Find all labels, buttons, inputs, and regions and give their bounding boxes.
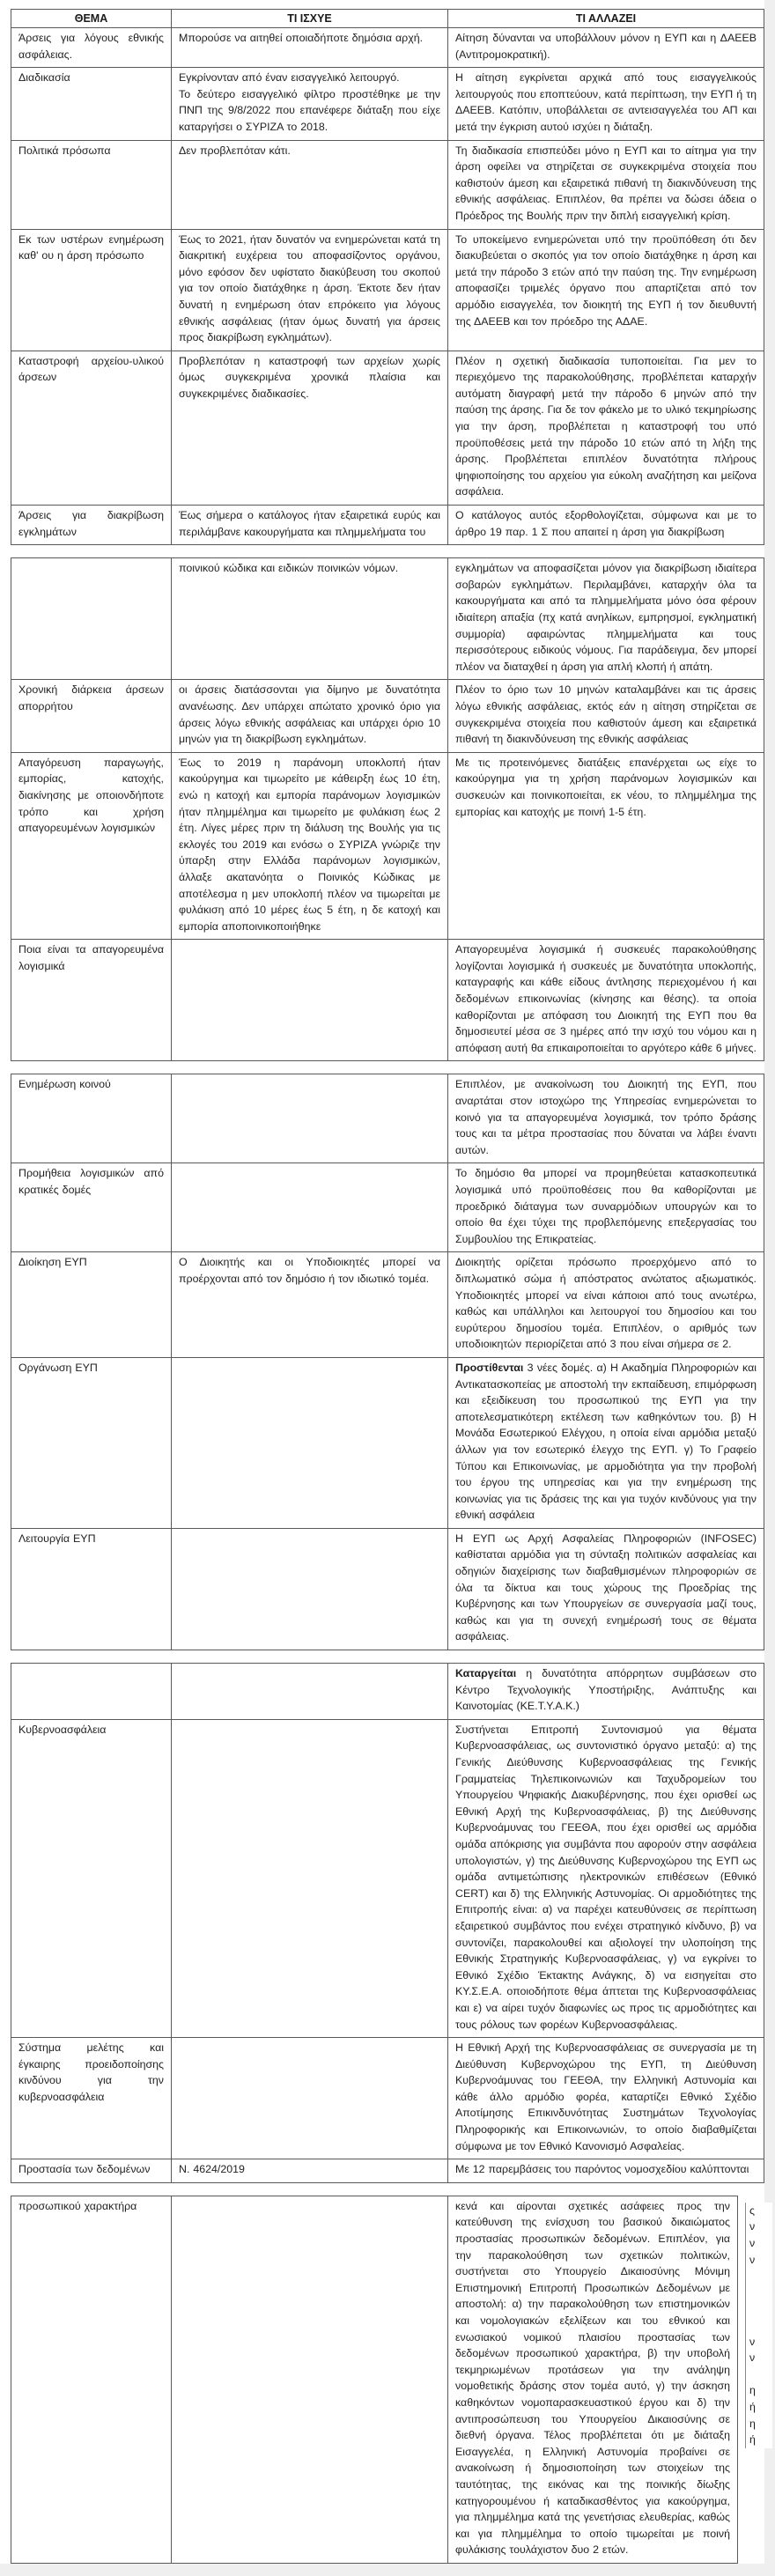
topic-cell: Απαγόρευση παραγωγής, εμπορίας, κατοχής, διακίνησης με οποιονδήποτε τρόπο και χρήση απαγορευμένων λογισμικών	[11, 752, 172, 940]
table-row	[11, 1252, 764, 1358]
after-cell: κενά και αίρονται σχετικές ασάφειες προς την κατεύθυνση της ενίσχυση του βασικού δικαιώματος προστασίας προσωπικών δεδομένων. Επιπλέον, για την παρακολούθηση των σχετικών πολιτικών, συστήνεται στο Υπουργείο Δικαιοσύνης Μόνιμη Επιστημονική Επιτροπή Προσωπικών Δεδομένων με αποστολή: α) την παρακολούθηση των επιστημονικών και νομολογιακών εξελίξεων και του εθνικού και ενωσιακού νομικού πλαισίου προστασίας των δεδομένων προσωπικού χαρακτήρα, β) την υποβολή τεκμηριωμένων προτάσεων για την ανάληψη νομοθετικής δράσης στον τομέα αυτό, γ) την άσκηση καθηκόντων νομοπαρασκευαστικού έργου και δ) την αντιπροσώπευση του Υπουργείου Δικαιοσύνης σε διεθνή όργανα. Τέλος προβλέπεται ότι με διάταξη Εισαγγελέα, η Ελληνική Αστυνομία προβαίνει σε ανακοίνωση ή δημοσιοποίηση των στοιχείων της ταυτότητας, της εικόνας και της ποινικής δίωξης κατηγορουμένου ή καταδικασθέντος για κακούργημα, για πλημμέλημα κατά της γενετήσιας ελευθερίας, καθώς και για πλημμέλημα το οποίο τιμωρείται με ποινή φυλάκισης τουλάχιστον δυο 2 ετών.	[448, 2196, 738, 2563]
cropped-text-sliver: ς ν ν ν ν ν η ή η ή	[745, 2203, 772, 2448]
table-row	[11, 68, 764, 140]
topic-cell: Καταστροφή αρχείου-υλικού άρσεων	[11, 351, 172, 505]
column-header-ti-allazei: ΤΙ ΑΛΛΑΖΕΙ	[448, 10, 764, 28]
table-row	[11, 506, 764, 545]
topic-cell: Διοίκηση ΕΥΠ	[11, 1252, 172, 1358]
after-cell: Επιπλέον, με ανακοίνωση του Διοικητή της ΕΥΠ, που αναρτάται στον ιστοχώρο της Υπηρεσίας ενημερώνεται το κοινό για τα απαγορευμένα λογισμικά, τον τρόπο δράσης τους και τα μέτρα προστασίας που δύναται να λάβει έναντι αυτών.	[448, 1074, 764, 1163]
topic-cell: Λειτουργία ΕΥΠ	[11, 1528, 172, 1650]
topic-cell: Εκ των υστέρων ενημέρωση καθ' ου η άρση πρόσωπο	[11, 229, 172, 351]
before-cell: Προβλεπόταν η καταστροφή των αρχείων χωρίς όμως συγκεκριμένα χρονικά πλαίσια και συγκεκριμένες διαδικασίες.	[172, 351, 448, 505]
table-row	[11, 1528, 764, 1650]
table-segment	[0, 1663, 764, 2183]
header-row	[11, 10, 764, 28]
table-segment	[0, 2196, 764, 2564]
after-cell: Με τις προτεινόμενες διατάξεις επανέρχεται ως είχε το κακούργημα για τη χρήση παράνομων λογισμικών και συσκευών και ποινικοποιείται, εκ νέου, το πλημμέλημα της εμπορίας και κατοχής με ποινή 1-5 έτη.	[448, 752, 764, 940]
after-cell: Η Εθνική Αρχή της Κυβερνοασφάλειας σε συνεργασία με τη Διεύθυνση Κυβερνοχώρου της ΕΥΠ, τη Διεύθυνση Κυβερνοάμυνας του ΓΕΕΘΑ, την Ελληνική Αστυνομία και κάθε άλλο αρμόδιο φορέα, καταρτίζει Εθνικό Σχέδιο Αποτίμησης Επικινδυνότητας Συστημάτων Τεχνολογίας Πληροφορικής και Επικοινωνιών, το οποίο διαβαθμίζεται σύμφωνα με τον Εθνικό Κανονισμό Ασφαλείας.	[448, 2038, 764, 2159]
topic-cell: Άρσεις για διακρίβωση εγκλημάτων	[11, 506, 172, 545]
table-row	[11, 940, 764, 1061]
before-cell: Εγκρίνονταν από έναν εισαγγελικό λειτουργό. Το δεύτερο εισαγγελικό φίλτρο προστέθηκε με την ΠΝΠ της 9/8/2022 που επανέφερε διάταξη που είχε καταργήσει ο ΣΥΡΙΖΑ το 2018.	[172, 68, 448, 140]
topic-cell: Σύστημα μελέτης και έγκαιρης προειδοποίησης κινδύνου για την κυβερνοασφάλεια	[11, 2038, 172, 2159]
topic-cell: Χρονική διάρκεια άρσεων απορρήτου	[11, 680, 172, 752]
after-cell: Το υποκείμενο ενημερώνεται υπό την προϋπόθεση ότι δεν διακυβεύεται ο σκοπός για τον οποίο διατάχθηκε η άρση και μετά την πάροδο 3 ετών από την παύση της. Την ενημέρωση αποφασίζει τριμελές όργανο που απαρτίζεται από τον αρμόδιο εισαγγελέα, τον διοικητή της ΕΥΠ ή τον διευθυντή της ΔΑΕΕΒ και τον πρόεδρο της ΑΔΑΕ.	[448, 229, 764, 351]
topic-cell: Προμήθεια λογισμικών από κρατικές δομές	[11, 1163, 172, 1252]
before-cell	[172, 1074, 448, 1163]
before-cell: Ο Διοικητής και οι Υποδιοικητές μπορεί να προέρχονται από τον δημόσιο ή τον ιδιωτικό τομέα.	[172, 1252, 448, 1358]
after-cell: Συστήνεται Επιτροπή Συντονισμού για θέματα Κυβερνοασφάλειας, ως συντονιστικό όργανο μεταξύ: α) της Γενικής Διεύθυνσης Κυβερνοασφάλειας της Γενικής Γραμματείας Τηλεπικοινωνιών και Ταχυδρομείων του Υπουργείου Ψηφιακής Διακυβέρνησης, που έχει ορισθεί ως Εθνική Αρχή της Κυβερνοασφάλειας, β) της Διεύθυνσης Κυβερνοάμυνας του ΓΕΕΘΑ, που έχει ορισθεί ως αρμόδια ομάδα απόκρισης για συμβάντα που αφορούν στην ασφάλεια υπολογιστών, γ) της Διεύθυνσης Κυβερνοχώρου της ΕΥΠ ως ομάδα αντιμετώπισης ηλεκτρονικών επιθέσεων (Εθνικό CERT) και δ) της Ελληνικής Αστυνομίας. Οι αρμοδιότητες της Επιτροπής είναι: α) να παρέχει κατευθύνσεις σε περίπτωση εξαιρετικού συμβάντος που ενέχει στρατηγικό κίνδυνο, β) να συντονίζει, παρακολουθεί και αξιολογεί την υλοποίηση της Εθνικής Στρατηγικής Κυβερνοασφάλειας, γ) να εγκρίνει το Εθνικό Σχέδιο Έκτακτης Ανάγκης, δ) να εισηγείται στο ΚΥ.Σ.Ε.Α. οποιοδήποτε θέμα άπτεται της Κυβερνοασφάλειας και ε) να αίρει τυχόν διαφωνίες ως προς τις αρμοδιότητες και τους ρόλους των φορέων Κυβερνοασφάλειας.	[448, 1719, 764, 2037]
before-cell: Μπορούσε να αιτηθεί οποιαδήποτε δημόσια αρχή.	[172, 28, 448, 68]
comparison-table	[11, 1074, 764, 1650]
topic-cell: Οργάνωση ΕΥΠ	[11, 1357, 172, 1528]
topic-cell: Άρσεις για λόγους εθνικής ασφάλειας.	[11, 28, 172, 68]
topic-cell	[11, 1664, 172, 1720]
before-cell	[172, 2196, 448, 2563]
table-row	[11, 2159, 764, 2183]
after-cell: Πλέον το όριο των 10 μηνών καταλαμβάνει και τις άρσεις λόγω εθνικής ασφάλειας, εκτός εάν η αίτηση στηρίζεται σε συγκεκριμένα στοιχεία που καθιστούν άμεση και εξαιρετικά πιθανή τη διακινδύνευση της εθνικής ασφάλειας	[448, 680, 764, 752]
before-cell	[172, 1528, 448, 1650]
comparison-table	[11, 9, 764, 545]
before-cell	[172, 1357, 448, 1528]
topic-cell: Διαδικασία	[11, 68, 172, 140]
topic-cell: Ενημέρωση κοινού	[11, 1074, 172, 1163]
topic-cell: Κυβερνοασφάλεια	[11, 1719, 172, 2037]
before-cell: Έως το 2021, ήταν δυνατόν να ενημερώνεται κατά τη διακριτική ευχέρεια του αποφασίζοντος οργάνου, μόνο εφόσον δεν υφίστατο διακύβευση του σκοπού για τον οποίο διατάχθηκε η άρση. Έκτοτε δεν ήταν δυνατή η ενημέρωση όταν επρόκειτο για λόγους εθνικής ασφάλειας (ήταν όμως δυνατή για άρσεις προς διακρίβωση εγκλημάτων).	[172, 229, 448, 351]
table-row	[11, 229, 764, 351]
table-row	[11, 1074, 764, 1163]
before-cell	[172, 2038, 448, 2159]
before-cell: ποινικού κώδικα και ειδικών ποινικών νόμων.	[172, 558, 448, 680]
table-row	[11, 558, 764, 680]
table-row	[11, 2038, 764, 2159]
after-cell: Πλέον η σχετική διαδικασία τυποποιείται. Για μεν το περιεχόμενο της παρακολούθησης, προβλέπεται καταρχήν αυτόματη διαγραφή μετά την πάροδο 6 μηνών από την παύση της άρσης. Για δε τον φάκελο με το υλικό τεκμηρίωσης για την άρση, προβλέπεται η καταστροφή του υπό προϋποθέσεις μετά την πάροδο 10 ετών από τη λήξη της άρσης. Προβλέπεται επιπλέον δυνατότητα πλήρους ψηφιοποίησης του αρχείου για εύκολη αναζήτηση και μείζονα ασφάλεια.	[448, 351, 764, 505]
table-row	[11, 1664, 764, 1720]
before-cell: οι άρσεις διατάσσονται για δίμηνο με δυνατότητα ανανέωσης. Δεν υπάρχει απώτατο χρονικό όριο για άρσεις λόγω εθνικής ασφάλειας και υπάρχει όριο 10 μηνών για τη διακρίβωση εγκλημάτων.	[172, 680, 448, 752]
after-cell: εγκλημάτων να αποφασίζεται μόνον για διακρίβωση ιδιαίτερα σοβαρών εγκλημάτων. Περιλαμβάνει, καταρχήν όλα τα κακουργήματα και από τα πλημμελήματα μόνο όσα φέρουν ιδιαίτερη απαξία (πχ κατά ανηλίκων, εμπρησμοί, εγκληματική συμμορία) αφαιρώντας πλημμελήματα και τους περισσότερους ειδικούς νόμους. Για παράδειγμα, δεν μπορεί πλέον να διαταχθεί η άρση για απλή κλοπή ή απάτη.	[448, 558, 764, 680]
after-cell: Με 12 παρεμβάσεις του παρόντος νομοσχεδίου καλύπτονται	[448, 2159, 764, 2183]
table-segment	[0, 9, 764, 545]
table-row	[11, 752, 764, 940]
column-header-ti-ischye: ΤΙ ΙΣΧΥΕ	[172, 10, 448, 28]
before-cell	[172, 1664, 448, 1720]
after-cell: Η αίτηση εγκρίνεται αρχικά από τους εισαγγελικούς λειτουργούς που εποπτεύουν, κατά περίπτωση, την ΕΥΠ ή τη ΔΑΕΕΒ. Κατόπιν, υποβάλλεται σε αντεισαγγελέα του ΑΠ και μετά την έγκριση αυτού ισχύει η διάταξη.	[448, 68, 764, 140]
table-row	[11, 140, 764, 229]
comparison-table	[11, 557, 764, 1061]
after-cell: Το δημόσιο θα μπορεί να προμηθεύεται κατασκοπευτικά λογισμικά υπό προϋποθέσεις που θα καθορίζονται με προεδρικό διάταγμα των συναρμόδιων υπουργών και το οποίο θα έχει τύχει της προβλεπόμενης επεξεργασίας του Συμβουλίου της Επικρατείας.	[448, 1163, 764, 1252]
after-cell: Προστίθενται 3 νέες δομές. α) Η Ακαδημία Πληροφοριών και Αντικατασκοπείας με αποστολή την εκπαίδευση, επιμόρφωση και εξειδίκευση του προσωπικού της ΕΥΠ για την αποτελεσματικότερη εκτέλεση των καθηκόντων του. β) Η Μονάδα Εσωτερικού Ελέγχου, η οποία είναι αρμόδια μεταξύ άλλων για τον εσωτερικό έλεγχο της ΕΥΠ. γ) Το Γραφείο Τύπου και Επικοινωνίας, με αρμοδιότητα για την προβολή του έργου της υπηρεσίας και για την ενημέρωση της κοινωνίας για τις δράσεις της και για τυχόν κινδύνους για την εθνική ασφάλεια	[448, 1357, 764, 1528]
topic-cell: Πολιτικά πρόσωπα	[11, 140, 172, 229]
after-cell: Τη διαδικασία επισπεύδει μόνο η ΕΥΠ και το αίτημα για την άρση οφείλει να στηρίζεται σε συγκεκριμένα στοιχεία που καθιστούν άμεση και εξαιρετικά πιθανή τη διακινδύνευση της εθνικής ασφάλειας. Επιπλέον, θα πρέπει να δώσει άδεια ο Πρόεδρος της Βουλής πριν την διπλή εισαγγελική κρίση.	[448, 140, 764, 229]
before-cell	[172, 1163, 448, 1252]
table-row	[11, 680, 764, 752]
comparison-table	[11, 1663, 764, 2183]
topic-cell: Ποια είναι τα απαγορευμένα λογισμικά	[11, 940, 172, 1061]
before-cell: Ν. 4624/2019	[172, 2159, 448, 2183]
before-cell: Δεν προβλεπόταν κάτι.	[172, 140, 448, 229]
table-row	[11, 1719, 764, 2037]
after-cell: Διοικητής ορίζεται πρόσωπο προερχόμενο από το διπλωματικό σώμα ή απόστρατος ανώτατος αξιωματικός. Υποδιοικητές μπορεί να είναι κάποιοι από τους ανωτέρω, καθώς και υπάλληλοι και λειτουργοί του δημοσίου και του ευρύτερου δημοσίου τομέα. Επιπλέον, ο αριθμός των υποδιοικητών περιορίζεται από 3 που είναι σήμερα σε 2.	[448, 1252, 764, 1358]
after-cell: Καταργείται η δυνατότητα απόρρητων συμβάσεων στο Κέντρο Τεχνολογικής Υποστήριξης, Ανάπτυξης και Καινοτομίας (ΚΕ.Τ.Υ.Α.Κ.)	[448, 1664, 764, 1720]
before-cell: Έως σήμερα ο κατάλογος ήταν εξαιρετικά ευρύς και περιλάμβανε κακουργήματα και πλημμελήματα του	[172, 506, 448, 545]
topic-cell	[11, 558, 172, 680]
column-header-thema: ΘΕΜΑ	[11, 10, 172, 28]
table-row	[11, 351, 764, 505]
topic-cell: προσωπικού χαρακτήρα	[11, 2196, 172, 2563]
topic-cell: Προστασία των δεδομένων	[11, 2159, 172, 2183]
after-cell: Απαγορευμένα λογισμικά ή συσκευές παρακολούθησης λογίζονται λογισμικά ή συσκευές με δυνατότητα υποκλοπής, καταγραφής και κάθε είδους άντλησης περιεχομένου ή και δεδομένων επικοινωνίας (κίνησης και θέσης). τα οποία καθορίζονται με απόφαση του Διοικητή της ΕΥΠ που θα δημοσιευτεί μέσα σε 3 ημέρες από την ισχύ του νόμου και η απόφαση αυτή θα επικαιροποιείται το αργότερο κάθε 6 μήνες.	[448, 940, 764, 1061]
table-row	[11, 2196, 738, 2563]
after-cell: Αίτηση δύνανται να υποβάλλουν μόνον η ΕΥΠ και η ΔΑΕΕΒ (Αντιτρομοκρατική).	[448, 28, 764, 68]
table-segment	[0, 1074, 764, 1650]
before-cell	[172, 940, 448, 1061]
comparison-table	[11, 2196, 738, 2564]
before-cell: Έως το 2019 η παράνομη υποκλοπή ήταν κακούργημα και τιμωρείτο με κάθειρξη έως 10 έτη, ενώ η κατοχή και εμπορία παράνομων λογισμικών ήταν πλημμέλημα και τιμωρείτο με φυλάκιση έως 2 έτη. Λίγες μέρες πριν τη διάλυση της Βουλής για τις εκλογές του 2019 και ενόσω ο ΣΥΡΙΖΑ γνώριζε την ύπαρξη στην Ελλάδα παράνομων λογισμικών, άλλαξε ακατανόητα ο Ποινικός Κώδικας με αποτέλεσμα η μεν υποκλοπή πλέον να τιμωρείται με φυλάκιση από 10 μέρες έως 5 έτη, η δε κατοχή και εμπορία αποποινικοποιήθηκε	[172, 752, 448, 940]
table-row	[11, 28, 764, 68]
table-segment	[0, 557, 764, 1061]
before-cell	[172, 1719, 448, 2037]
after-cell: Ο κατάλογος αυτός εξορθολογίζεται, σύμφωνα και με το άρθρο 19 παρ. 1 Σ που απαιτεί η άρση για διακρίβωση	[448, 506, 764, 545]
table-row	[11, 1163, 764, 1252]
after-cell: Η ΕΥΠ ως Αρχή Ασφαλείας Πληροφοριών (INFOSEC) καθίσταται αρμόδια για τη σύνταξη πολιτικών ασφαλείας και οδηγιών διαχείρισης των διαβαθμισμένων πληροφοριών σε όλα τα δίκτυα και τους χώρους της Προεδρίας της Κυβέρνησης και των Υπουργείων σε συνεργασία μαζί τους, καθώς και για τη συνεχή ενημέρωσή τους σε θέματα ασφάλειας.	[448, 1528, 764, 1650]
table-row	[11, 1357, 764, 1528]
